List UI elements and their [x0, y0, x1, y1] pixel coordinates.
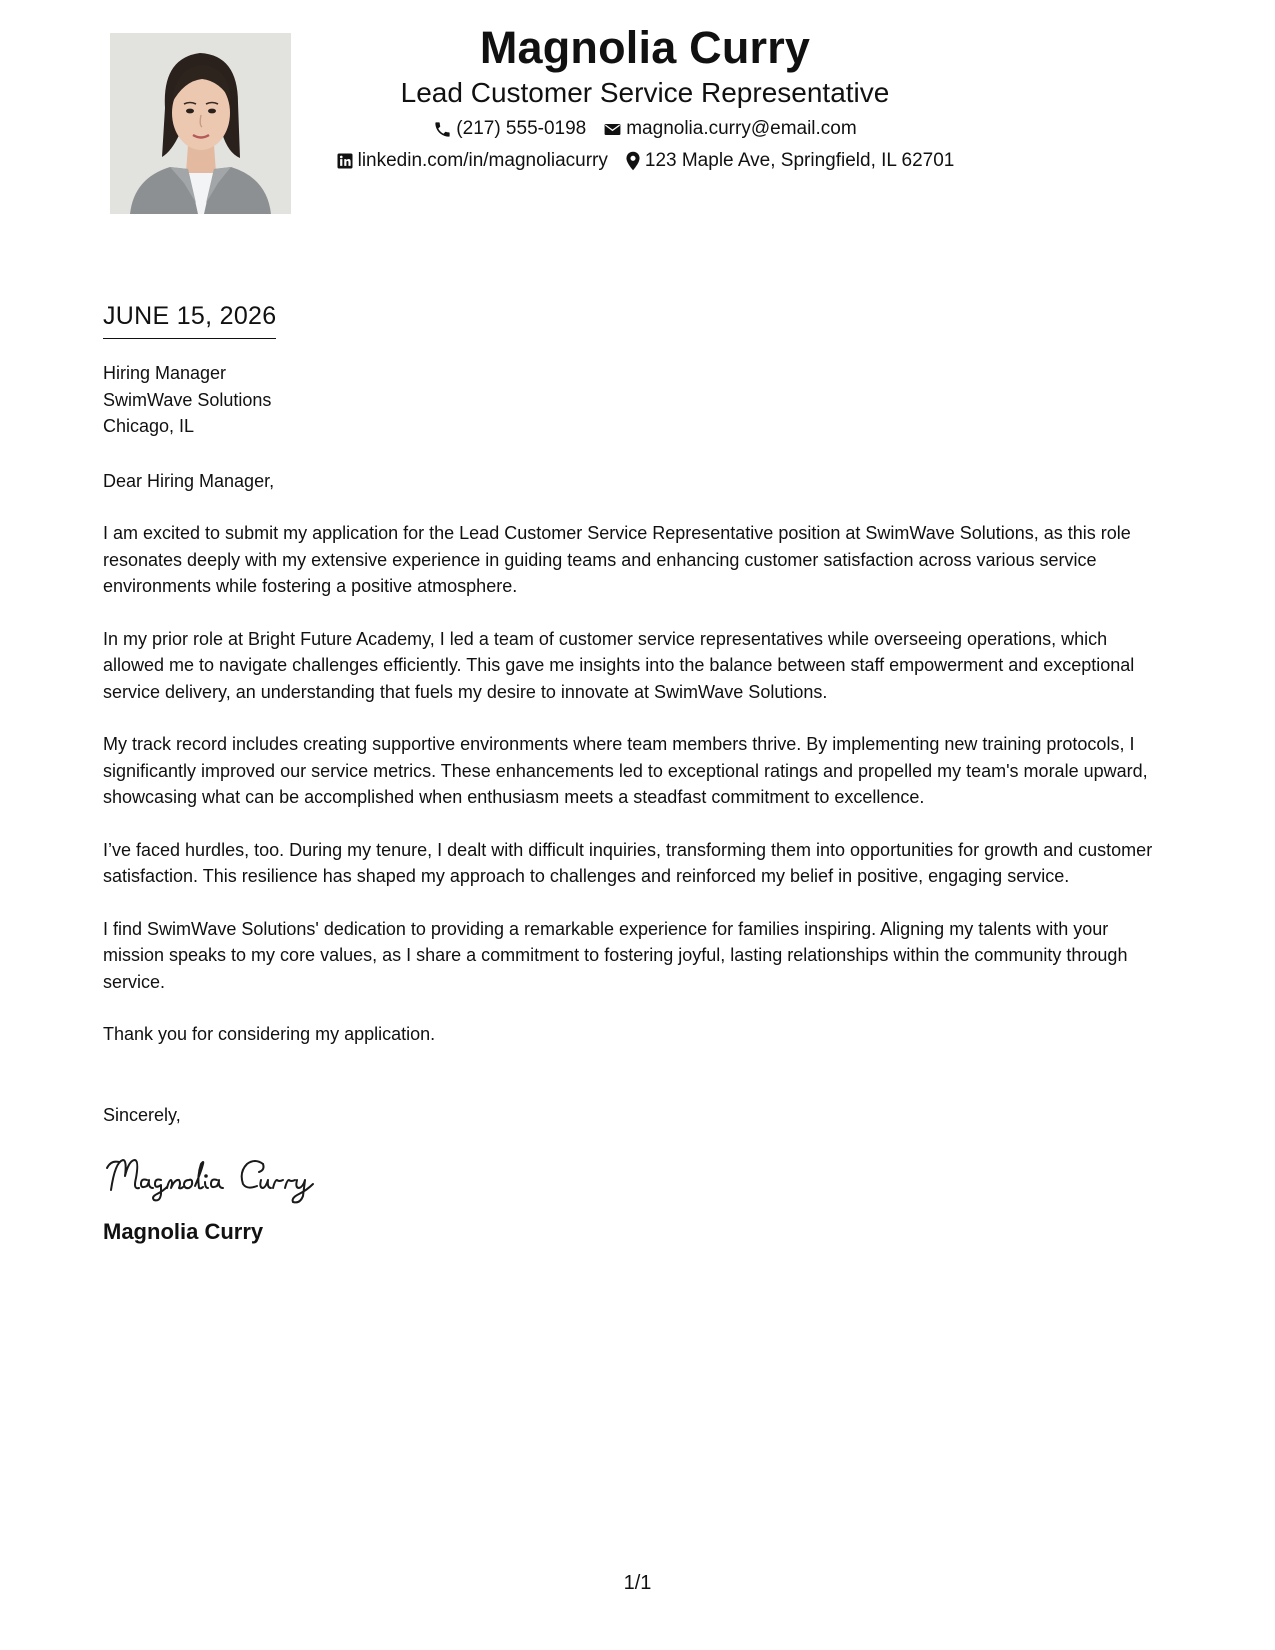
- signature-image: [103, 1142, 363, 1212]
- body-paragraph: I’ve faced hurdles, too. During my tenure, I dealt with difficult inquiries, transforming them into opportunities for growth and customer satisfaction. This resilience has shaped my approach to challenges and reinforced my belief in positive, engaging service.: [103, 839, 1153, 886]
- map-marker-icon: [625, 151, 641, 171]
- envelope-icon: [603, 120, 622, 139]
- email-address: magnolia.curry@email.com: [626, 118, 857, 139]
- signed-name: Magnolia Curry: [103, 1219, 264, 1244]
- linkedin-icon: [336, 152, 354, 170]
- linkedin-url: linkedin.com/in/magnoliacurry: [357, 150, 608, 171]
- contact-line-secondary: [300, 149, 990, 173]
- profile-photo: [110, 33, 291, 214]
- page-number: 1/1: [623, 1572, 652, 1594]
- body-paragraph: My track record includes creating supportive environments where team members thrive. By implementing new training protocols, I significantly improved our service metrics. These enhancements led to exceptional ratings and propelled my team's morale upward, showcasing what can be accomplished when enthusiasm meets a steadfast commitment to excellence.: [103, 734, 1148, 807]
- recipient-company: SwimWave Solutions: [103, 389, 272, 410]
- applicant-name: Magnolia Curry: [479, 22, 811, 73]
- phone-contact[interactable]: [433, 117, 586, 141]
- header: [300, 20, 990, 173]
- closing-line: Sincerely,: [103, 1104, 181, 1125]
- letter-date: JUNE 15, 2026: [103, 300, 276, 339]
- phone-number: (217) 555-0198: [456, 118, 587, 139]
- job-title: Lead Customer Service Representative: [400, 77, 890, 108]
- contact-line-primary: [300, 117, 990, 141]
- recipient-location: Chicago, IL: [103, 416, 195, 436]
- body-paragraph: I find SwimWave Solutions' dedication to providing a remarkable experience for families inspiring. Aligning my talents with your mission speaks to my core values, as I share a commitment to fostering joyful, lasting relationships within the community through service.: [103, 918, 1128, 992]
- linkedin-contact[interactable]: [336, 149, 608, 173]
- body-paragraph: In my prior role at Bright Future Academy, I led a team of customer service representatives while overseeing operations, which allowed me to navigate challenges efficiently. This gave me insights into the balance between staff empowerment and exceptional service delivery, an understanding that fuels my desire to innovate at SwimWave Solutions.: [103, 628, 1135, 702]
- phone-icon: [433, 120, 452, 139]
- recipient-title: Hiring Manager: [103, 363, 227, 383]
- letter-body: [103, 300, 1173, 1246]
- portrait-illustration: [110, 33, 291, 214]
- body-paragraph: I am excited to submit my application for the Lead Customer Service Representative position at SwimWave Solutions, as this role resonates deeply with my extensive experience in guiding teams and enhancing customer satisfaction across various service environments while fostering a positive atmosphere.: [103, 523, 1131, 596]
- street-address: 123 Maple Ave, Springfield, IL 62701: [644, 150, 955, 171]
- email-contact[interactable]: [603, 117, 856, 141]
- address-contact: [625, 149, 955, 173]
- thank-you-line: Thank you for considering my application.: [103, 1024, 436, 1044]
- recipient-block: [103, 360, 1173, 440]
- salutation: Dear Hiring Manager,: [103, 470, 275, 491]
- handwritten-signature: [103, 1142, 383, 1212]
